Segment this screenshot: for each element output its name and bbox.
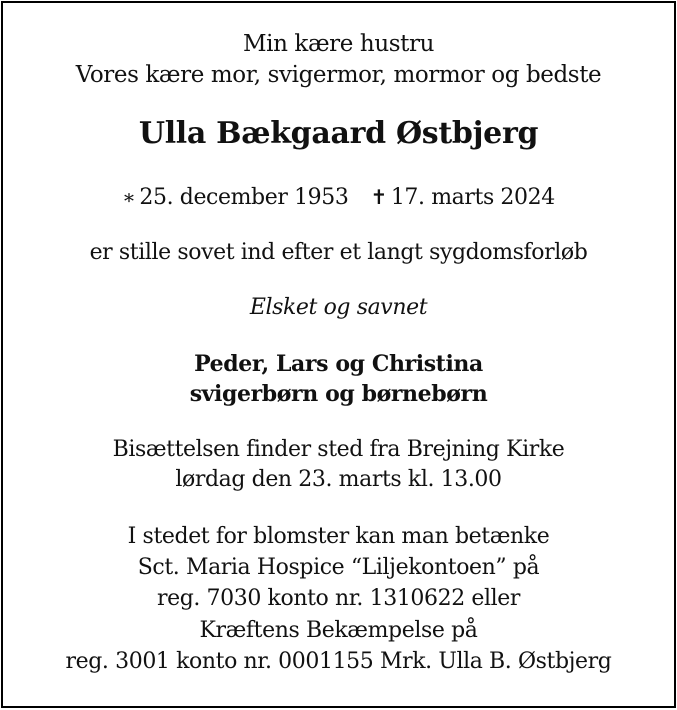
birth-symbol-icon: ∗ xyxy=(122,185,136,209)
donation-line: Sct. Maria Hospice “Liljekontoen” på xyxy=(137,555,540,580)
tribute-text: Elsket og savnet xyxy=(249,295,428,320)
dates-line xyxy=(3,187,674,209)
deceased-name: Ulla Bækgaard Østbjerg xyxy=(138,116,539,151)
header-line-1: Min kære hustru xyxy=(243,31,434,57)
obituary-notice xyxy=(1,1,676,708)
death-cross-icon: ✝ xyxy=(370,185,387,209)
family-line-2: svigerbørn og børnebørn xyxy=(189,381,488,407)
funeral-line-2: lørdag den 23. marts kl. 13.00 xyxy=(175,467,502,492)
death-date: 17. marts 2024 xyxy=(390,185,555,210)
passing-message: er stille sovet ind efter et langt sygdomsforløb xyxy=(89,240,588,265)
donation-line: reg. 3001 konto nr. 0001155 Mrk. Ulla B. Østbjerg xyxy=(65,649,612,674)
funeral-line-1: Bisættelsen finder sted fra Brejning Kirke xyxy=(112,437,565,462)
birth-date: 25. december 1953 xyxy=(139,185,349,210)
donation-line: I stedet for blomster kan man betænke xyxy=(127,524,550,549)
family-line-1: Peder, Lars og Christina xyxy=(194,351,483,377)
header-line-2: Vores kære mor, svigermor, mormor og bedste xyxy=(75,62,602,88)
donation-line: Kræftens Bekæmpelse på xyxy=(199,618,478,643)
donation-line: reg. 7030 konto nr. 1310622 eller xyxy=(156,586,521,611)
